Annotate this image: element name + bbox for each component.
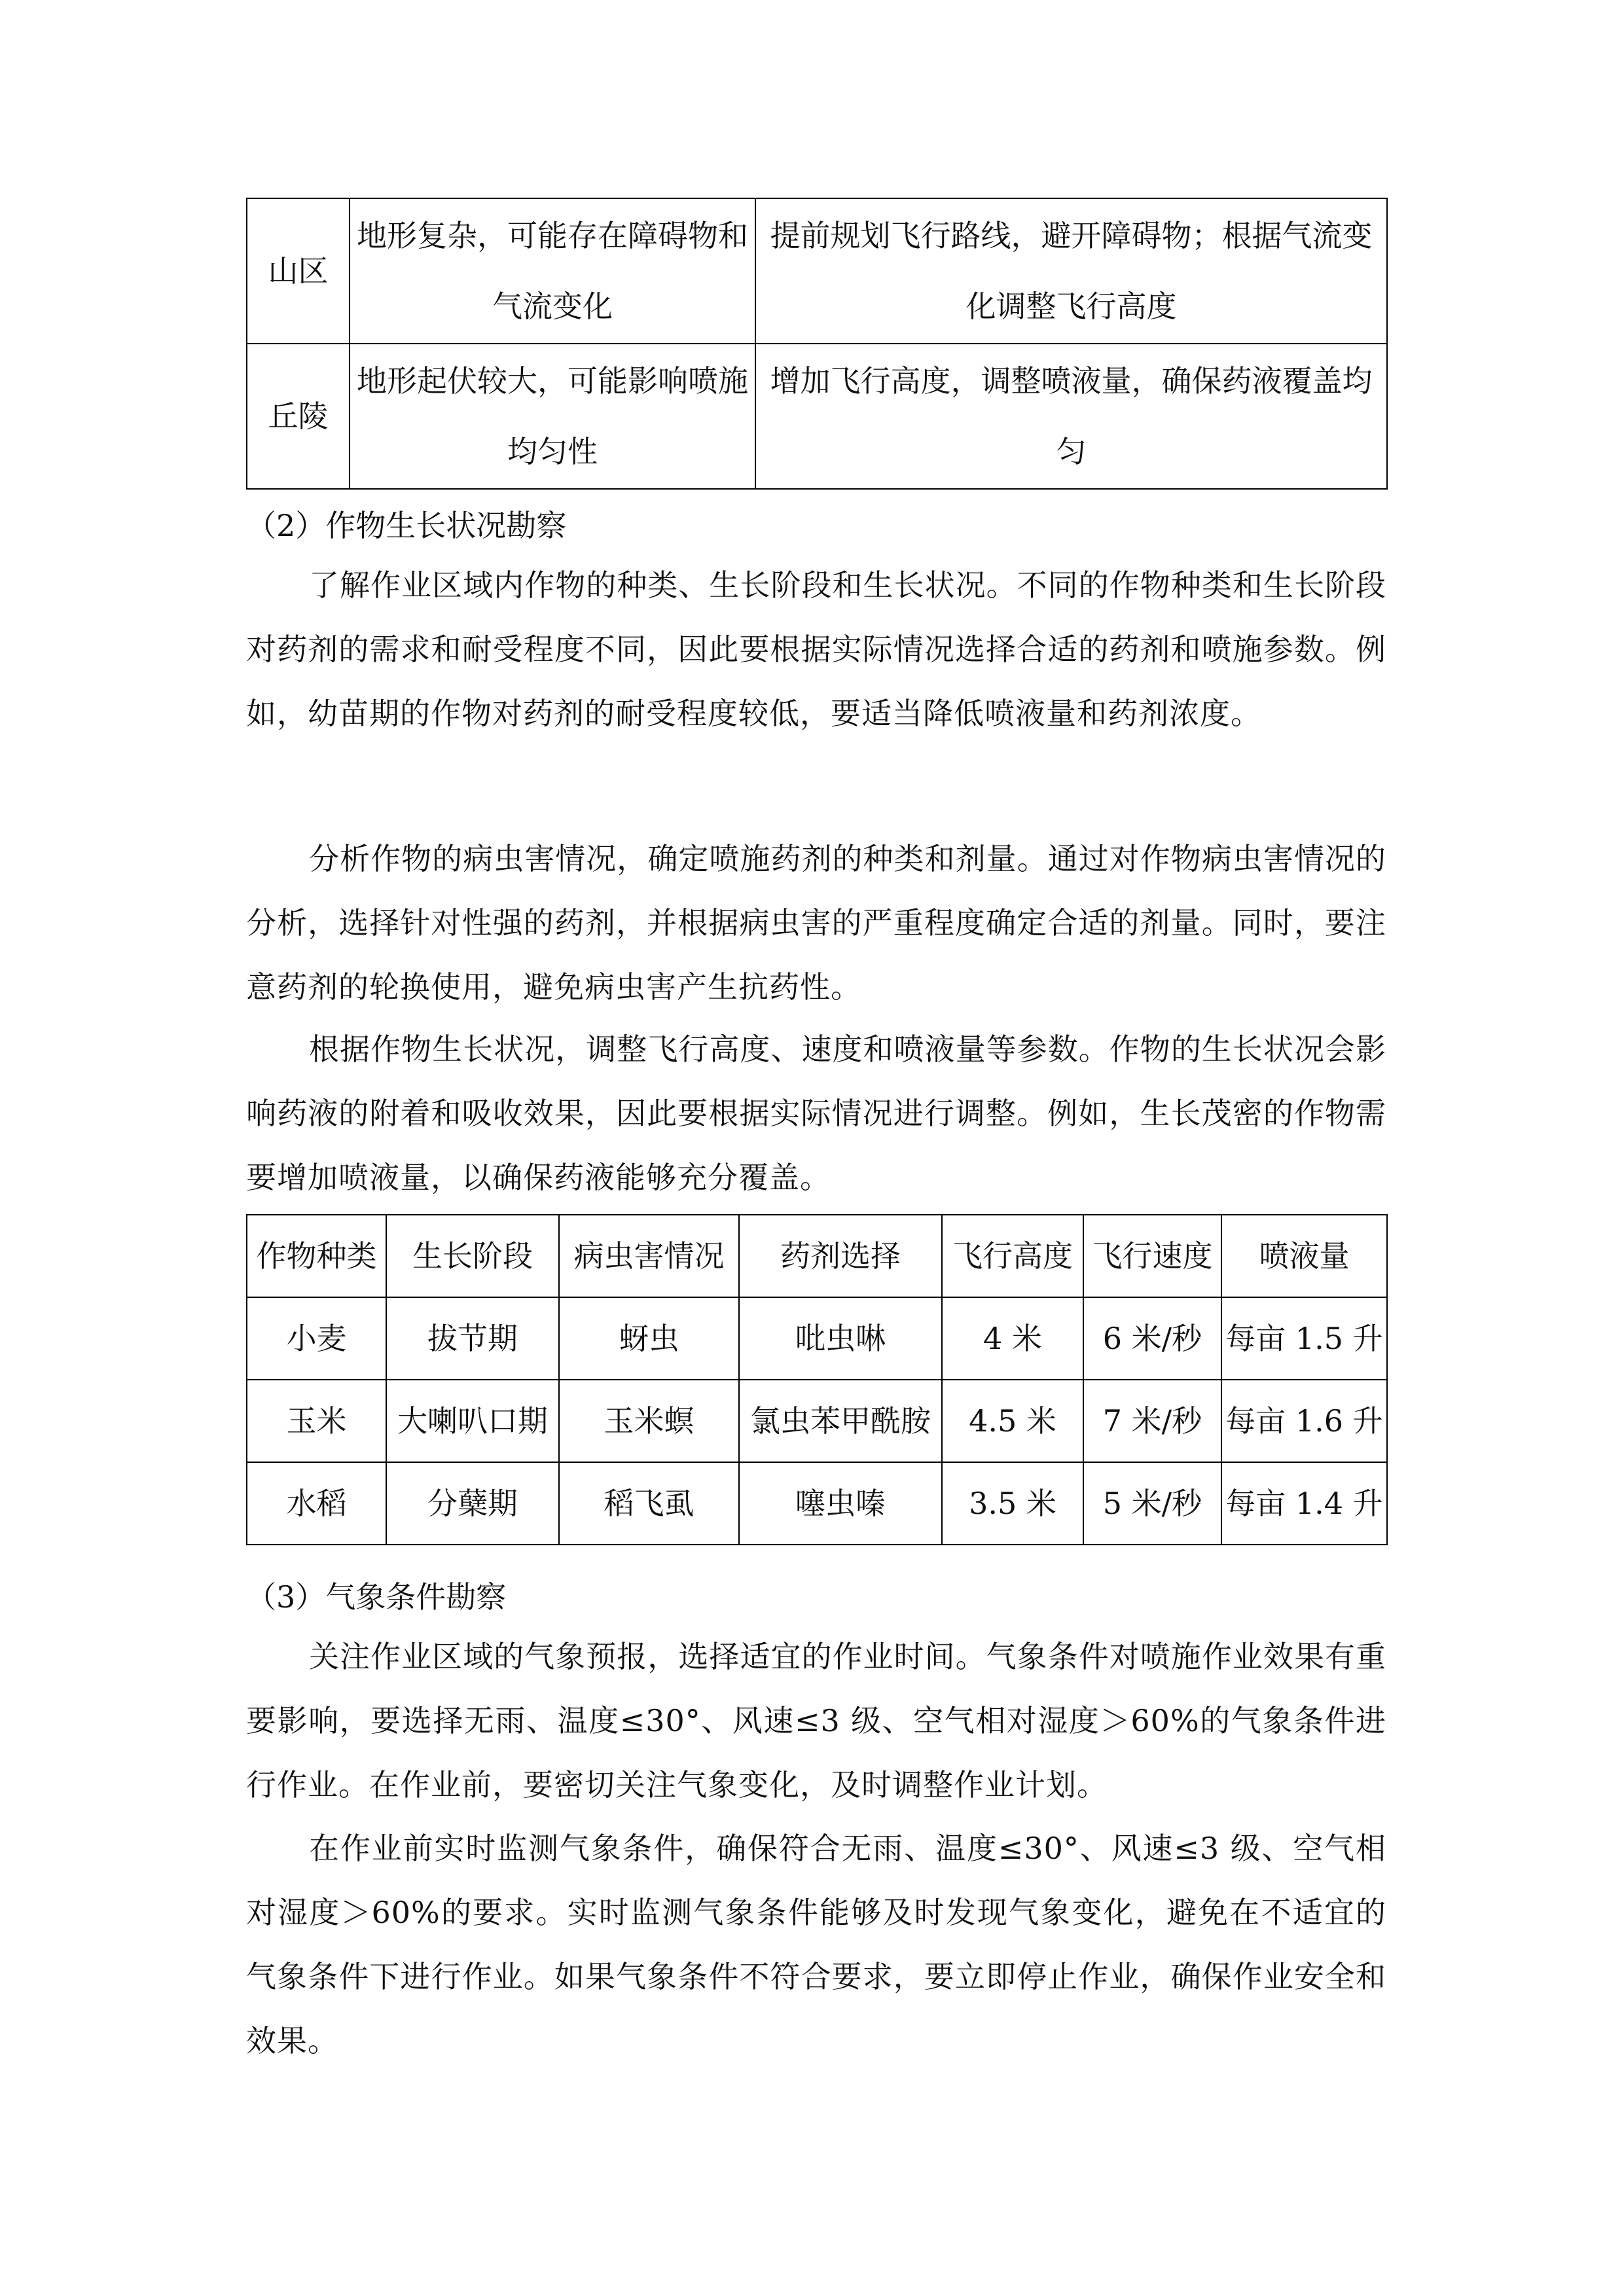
table-cell: 稻飞虱 bbox=[559, 1462, 739, 1545]
table-row bbox=[247, 198, 1387, 344]
table-row bbox=[247, 344, 1387, 489]
table-row bbox=[247, 1297, 1387, 1380]
table-cell: 分蘖期 bbox=[386, 1462, 559, 1545]
table-cell: 玉米 bbox=[247, 1380, 386, 1462]
table-cell: 4 米 bbox=[942, 1297, 1083, 1380]
table-cell: 每亩 1.5 升 bbox=[1221, 1297, 1387, 1380]
table-header-row bbox=[247, 1215, 1387, 1297]
table-cell: 6 米/秒 bbox=[1083, 1297, 1221, 1380]
table-cell: 玉米螟 bbox=[559, 1380, 739, 1462]
header-cell: 飞行高度 bbox=[942, 1215, 1083, 1297]
table-cell: 吡虫啉 bbox=[739, 1297, 942, 1380]
table-cell: 拔节期 bbox=[386, 1297, 559, 1380]
table-cell: 噻虫嗪 bbox=[739, 1462, 942, 1545]
table-row bbox=[247, 1380, 1387, 1462]
header-cell: 药剂选择 bbox=[739, 1215, 942, 1297]
paragraph: 分析作物的病虫害情况，确定喷施药剂的种类和剂量。通过对作物病虫害情况的分析，选择针对性强的药剂，并根据病虫害的严重程度确定合适的剂量。同时，要注意药剂的轮换使用，避免病虫害产生抗药性。 bbox=[246, 841, 1386, 1005]
table-cell: 4.5 米 bbox=[942, 1380, 1083, 1462]
table-cell: 5 米/秒 bbox=[1083, 1462, 1221, 1545]
table-cell: 每亩 1.4 升 bbox=[1221, 1462, 1387, 1545]
measure-cell: 提前规划飞行路线，避开障碍物；根据气流变化调整飞行高度 bbox=[755, 198, 1387, 344]
terrain-cell: 丘陵 bbox=[247, 344, 350, 489]
section-heading: （3）气象条件勘察 bbox=[246, 1579, 507, 1615]
paragraph: 了解作业区域内作物的种类、生长阶段和生长状况。不同的作物种类和生长阶段对药剂的需求和耐受程度不同，因此要根据实际情况选择合适的药剂和喷施参数。例如，幼苗期的作物对药剂的耐受程度较低，要适当降低喷液量和药剂浓度。 bbox=[246, 567, 1386, 731]
paragraph: 关注作业区域的气象预报，选择适宜的作业时间。气象条件对喷施作业效果有重要影响，要选择无雨、温度≤30°、风速≤3 级、空气相对湿度＞60%的气象条件进行作业。在作业前，要密切关注气象变化，及时调整作业计划。 bbox=[246, 1639, 1386, 1803]
feature-cell: 地形复杂，可能存在障碍物和气流变化 bbox=[350, 198, 755, 344]
header-cell: 飞行速度 bbox=[1083, 1215, 1221, 1297]
table-cell: 氯虫苯甲酰胺 bbox=[739, 1380, 942, 1462]
header-cell: 喷液量 bbox=[1221, 1215, 1387, 1297]
measure-cell: 增加飞行高度，调整喷液量，确保药液覆盖均匀 bbox=[755, 344, 1387, 489]
paragraph: 根据作物生长状况，调整飞行高度、速度和喷液量等参数。作物的生长状况会影响药液的附着和吸收效果，因此要根据实际情况进行调整。例如，生长茂密的作物需要增加喷液量，以确保药液能够充分覆盖。 bbox=[246, 1031, 1386, 1195]
table-cell: 小麦 bbox=[247, 1297, 386, 1380]
terrain-table bbox=[246, 198, 1388, 490]
header-cell: 生长阶段 bbox=[386, 1215, 559, 1297]
feature-cell: 地形起伏较大，可能影响喷施均匀性 bbox=[350, 344, 755, 489]
table-row bbox=[247, 1462, 1387, 1545]
terrain-cell: 山区 bbox=[247, 198, 350, 344]
table-cell: 水稻 bbox=[247, 1462, 386, 1545]
header-cell: 病虫害情况 bbox=[559, 1215, 739, 1297]
crop-table bbox=[246, 1214, 1388, 1545]
table-cell: 蚜虫 bbox=[559, 1297, 739, 1380]
table-cell: 每亩 1.6 升 bbox=[1221, 1380, 1387, 1462]
table-cell: 7 米/秒 bbox=[1083, 1380, 1221, 1462]
section-heading: （2）作物生长状况勘察 bbox=[246, 508, 567, 543]
table-cell: 大喇叭口期 bbox=[386, 1380, 559, 1462]
header-cell: 作物种类 bbox=[247, 1215, 386, 1297]
table-cell: 3.5 米 bbox=[942, 1462, 1083, 1545]
paragraph: 在作业前实时监测气象条件，确保符合无雨、温度≤30°、风速≤3 级、空气相对湿度＞60%的要求。实时监测气象条件能够及时发现气象变化，避免在不适宜的气象条件下进行作业。如果气象条件不符合要求，要立即停止作业，确保作业安全和效果。 bbox=[246, 1831, 1386, 2058]
